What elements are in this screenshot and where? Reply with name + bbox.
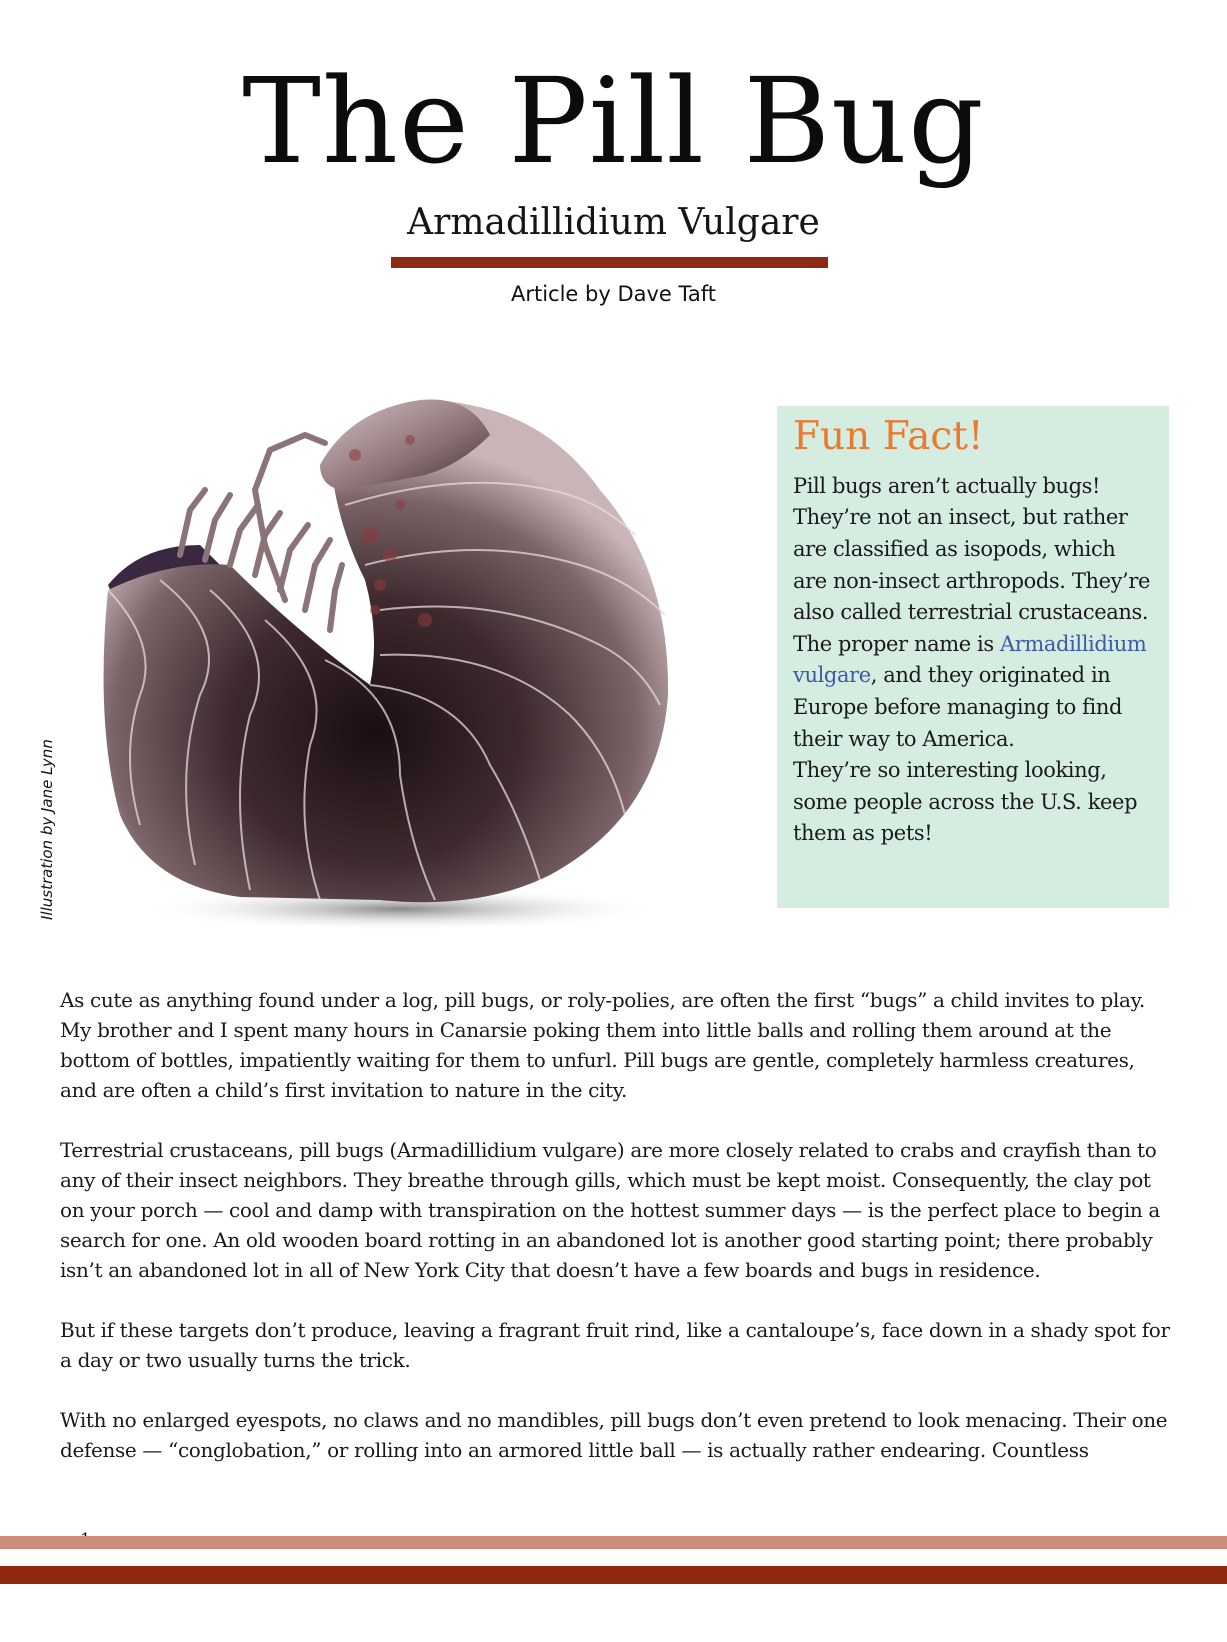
body-paragraph: But if these targets don’t produce, leaving a fragrant fruit rind, like a cantaloupe’s, face down in a shady spot for a day or two usually turns the trick. — [60, 1318, 1170, 1372]
article-body — [60, 985, 1172, 1495]
body-paragraph: Terrestrial crustaceans, pill bugs (Armadillidium vulgare) are more closely related to crabs and crayfish than to any of their insect neighbors. They breathe through gills, which must be kept moist. Consequently, the clay pot on your porch — cool and damp with transpiration on the hottest summer days — is the perfect place to begin a search for one. An old wooden board rotting in an abandoned lot is another good starting point; there probably isn’t an abandoned lot in all of New York City that doesn’t have a few boards and bugs in residence. — [60, 1138, 1161, 1282]
fun-fact-box — [777, 406, 1169, 908]
fun-fact-text-second: They’re so interesting looking, some people across the U.S. keep them as pets! — [793, 758, 1138, 846]
pill-bug-illustration — [80, 395, 720, 935]
footer-band-dark — [0, 1566, 1227, 1584]
fun-fact-text-part: , and they originated in Europe before managing to find their way to America. — [793, 663, 1123, 751]
fun-fact-heading: Fun Fact! — [793, 414, 984, 459]
page-title: The Pill Bug — [242, 52, 985, 190]
byline: Article by Dave Taft — [510, 282, 717, 306]
illustration-credit: Illustration by Jane Lynn — [38, 739, 56, 920]
scientific-name-link[interactable]: Armadillidium vulgare — [793, 631, 1147, 688]
footer-band-light — [0, 1536, 1227, 1549]
fun-fact-text — [793, 471, 1151, 850]
body-paragraph: As cute as anything found under a log, pill bugs, or roly-polies, are often the first “bugs” a child invites to play. My brother and I spent many hours in Canarsie poking them into little balls and rolling them around at the bottom of bottles, impatiently waiting for them to unfurl. Pill bugs are gentle, completely harmless creatures, and are often a child’s first invitation to nature in the city. — [60, 988, 1145, 1102]
title-underline-rule — [391, 257, 828, 268]
fun-fact-text-part: Pill bugs aren’t actually bugs! They’re not an insect, but rather are classified as isopods, which are non-insect arthropods. They’re also called terrestrial crustaceans. The proper name is — [793, 473, 1150, 656]
body-paragraph: With no enlarged eyespots, no claws and no mandibles, pill bugs don’t even pretend to look menacing. Their one defense — “conglobation,” or rolling into an armored little ball — is actually rather endearing. Countless — [60, 1408, 1168, 1462]
page-subtitle: Armadillidium Vulgare — [407, 202, 820, 243]
